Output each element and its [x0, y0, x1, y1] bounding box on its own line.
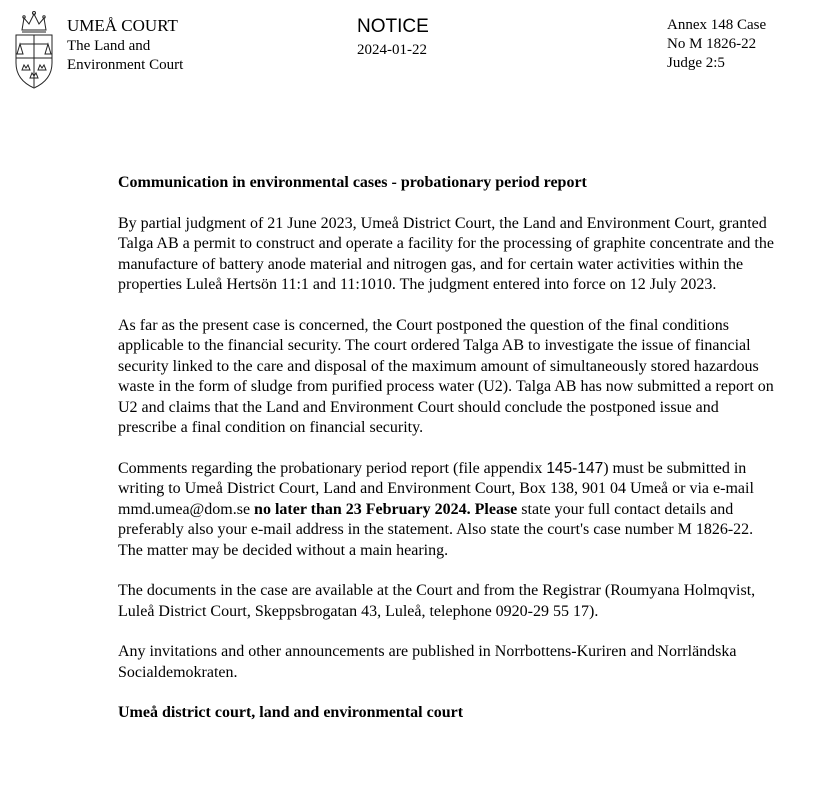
court-subtitle-line-1: The Land and [67, 38, 151, 54]
court-subtitle-line-2: Environment Court [67, 57, 184, 73]
document-date: 2024-01-22 [357, 42, 427, 58]
case-reference [667, 16, 766, 73]
paragraph-documents: The documents in the case are available at the Court and from the Registrar (Roumyana Holmqvist, Luleå District Court, Skeppsbrogatan 43, Luleå, telephone 0920-29 55 17). [118, 582, 756, 620]
deadline-text: no later than 23 February 2024. Please [254, 500, 518, 518]
document-type: NOTICE [357, 16, 429, 37]
notice-body [118, 173, 778, 744]
comments-text-c: state your full contact details and preferably also your e-mail address in the statement. Also state the court's case number M 1826-22. [118, 500, 754, 538]
court-emblem-icon [10, 8, 58, 90]
case-ref-line-2: No M 1826-22 [667, 36, 757, 52]
comments-text-a: Comments regarding the probationary period report (file appendix [118, 459, 547, 477]
case-ref-line-1: Annex 148 Case [667, 17, 767, 33]
court-identity [67, 16, 183, 75]
case-ref-line-3: Judge 2:5 [667, 55, 725, 71]
paragraph-comments [118, 459, 778, 562]
notice-header [357, 16, 429, 59]
signature: Umeå district court, land and environmental court [118, 704, 464, 721]
paragraph-judgment: By partial judgment of 21 June 2023, Umeå District Court, the Land and Environment Court, granted Talga AB a permit to construct and operate a facility for the processing of graphite concentrate and the manufacture of battery anode material and nitrogen gas, and for certain water activities within the properties Luleå Hertsön 11:1 and 11:1010. The judgment entered into force on 12 July 2023. [118, 214, 774, 293]
paragraph-postponed-issue: As far as the present case is concerned, the Court postponed the question of the final conditions applicable to the financial security. The court ordered Talga AB to investigate the issue of financial security linked to the care and disposal of the maximum amount of simultaneously stored hazardous waste in the form of sludge from purified process water (U2). Talga AB has now submitted a report on U2 and claims that the Land and Environment Court should conclude the postponed issue and prescribe a final condition on financial security. [118, 316, 774, 436]
main-hearing-text: The matter may be decided without a main hearing. [118, 541, 449, 559]
notice-heading: Communication in environmental cases - probationary period report [118, 174, 587, 191]
paragraph-announcements: Any invitations and other announcements are published in Norrbottens-Kuriren and Norrländska Socialdemokraten. [118, 643, 737, 681]
court-name: UMEÅ COURT [67, 16, 178, 35]
comments-text-b: ) must be submitted in writing to Umeå District Court, Land and Environment Court, Box 138, 901 04 Umeå or via e-mail mmd.umea@dom.se [118, 459, 754, 518]
file-appendix-number: 145-147 [546, 459, 604, 477]
